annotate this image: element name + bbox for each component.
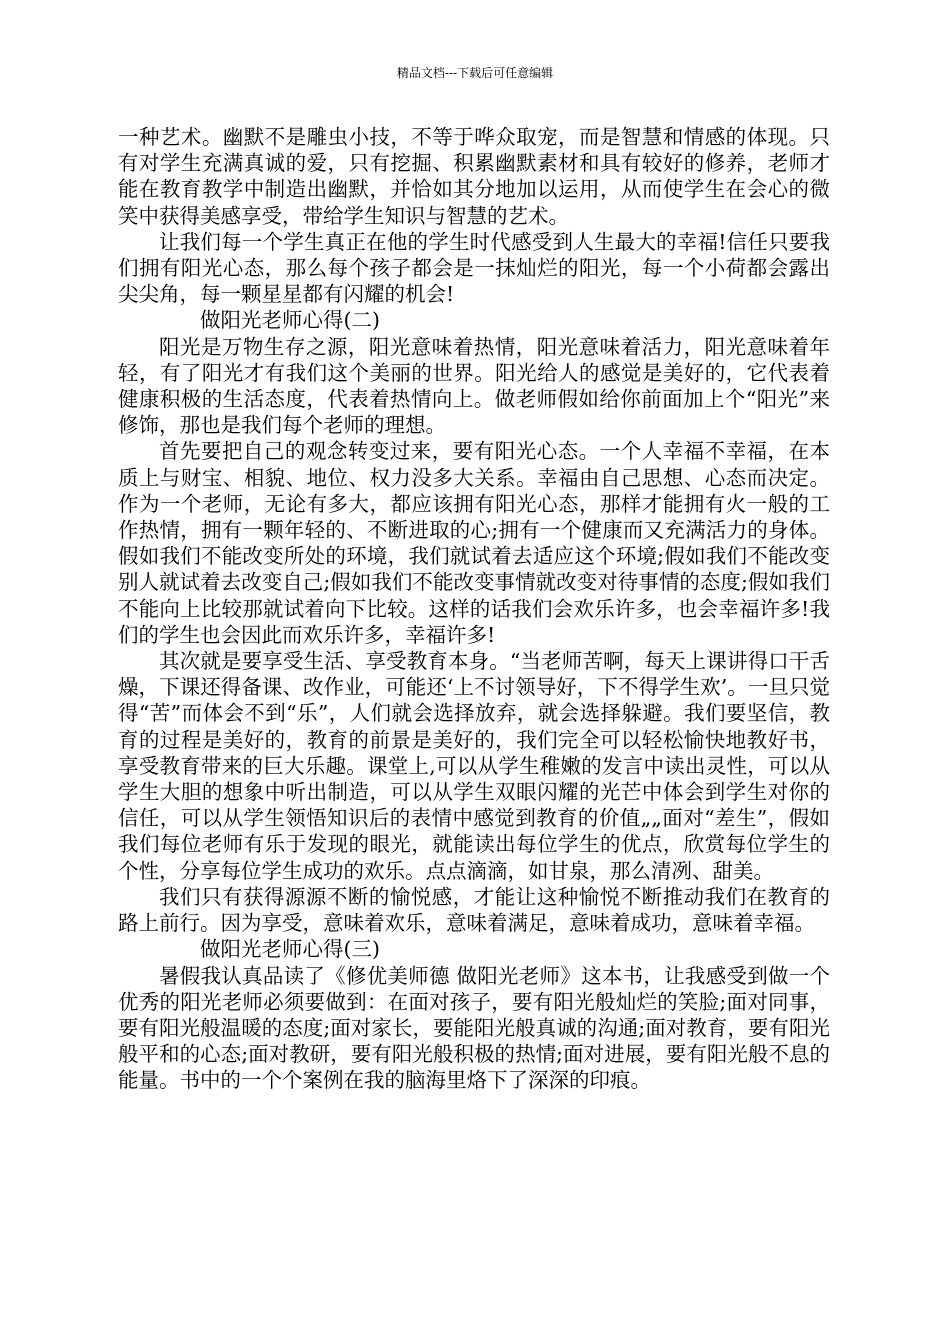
paragraph: 我们只有获得源源不断的愉悦感，才能让这种愉悦不断推动我们在教育的路上前行。因为享受，意味着欢乐，意味着满足，意味着成功，意味着幸福。 — [118, 884, 830, 936]
paragraph: 暑假我认真品读了《修优美师德 做阳光老师》这本书，让我感受到做一个优秀的阳光老师必须要做到：在面对孩子，要有阳光般灿烂的笑脸;面对同事，要有阳光般温暖的态度;面对家长，要能阳光般真诚的沟通;面对教育，要有阳光般平和的心态;面对教研，要有阳光般积极的热情;面对进展，要有阳光般不息的能量。书中的一个个案例在我的脑海里烙下了深深的印痕。 — [118, 963, 830, 1093]
document-body — [118, 124, 830, 1094]
paragraph: 阳光是万物生存之源，阳光意味着热情，阳光意味着活力，阳光意味着年轻，有了阳光才有我们这个美丽的世界。阳光给人的感觉是美好的，它代表着健康积极的生活态度，代表着热情向上。做老师假如给你前面加上个“阳光”来修饰，那也是我们每个老师的理想。 — [118, 334, 830, 438]
paragraph: 首先要把自己的观念转变过来，要有阳光心态。一个人幸福不幸福，在本质上与财宝、相貌、地位、权力没多大关系。幸福由自己思想、心态而决定。作为一个老师，无论有多大，都应该拥有阳光心态，那样才能拥有火一般的工作热情，拥有一颗年轻的、不断进取的心;拥有一个健康而又充满活力的身体。假如我们不能改变所处的环境，我们就试着去适应这个环境;假如我们不能改变别人就试着去改变自己;假如我们不能改变事情就改变对待事情的态度;假如我们不能向上比较那就试着向下比较。这样的话我们会欢乐许多，也会幸福许多!我们的学生也会因此而欢乐许多，幸福许多! — [118, 439, 830, 647]
page-header: 精品文档---下载后可任意编辑 — [396, 66, 554, 80]
paragraph: 让我们每一个学生真正在他的学生时代感受到人生最大的幸福!信任只要我们拥有阳光心态，那么每个孩子都会是一抹灿烂的阳光，每一个小荷都会露出尖尖角，每一颗星星都有闪耀的机会! — [118, 229, 830, 307]
section-heading: 做阳光老师心得(三) — [200, 937, 380, 962]
paragraph: 一种艺术。幽默不是雕虫小技，不等于哗众取宠，而是智慧和情感的体现。只有对学生充满真诚的爱，只有挖掘、积累幽默素材和具有较好的修养，老师才能在教育教学中制造出幽默，并恰如其分地加以运用，从而使学生在会心的微笑中获得美感享受，带给学生知识与智慧的艺术。 — [118, 125, 830, 228]
paragraph: 其次就是要享受生活、享受教育本身。“当老师苦啊，每天上课讲得口干舌燥，下课还得备课、改作业，可能还‘上不讨领导好，下不得学生欢’。一旦只觉得“苦”而体会不到“乐”，人们就会选择放弃，就会选择躲避。我们要坚信，教育的过程是美好的，教育的前景是美好的，我们完全可以轻松愉快地教好书，享受教育带来的巨大乐趣。课堂上,可以从学生稚嫩的发言中读出灵性，可以从学生大胆的想象中听出制造，可以从学生双眼闪耀的光芒中体会到学生对你的信任，可以从学生领悟知识后的表情中感觉到教育的价值„„面对“差生”，假如我们每位老师有乐于发现的眼光，就能读出每位学生的优点，欣赏每位学生的个性，分享每位学生成功的欢乐。点点滴滴，如甘泉，那么清冽、甜美。 — [118, 649, 830, 883]
section-heading: 做阳光老师心得(二) — [200, 308, 380, 333]
